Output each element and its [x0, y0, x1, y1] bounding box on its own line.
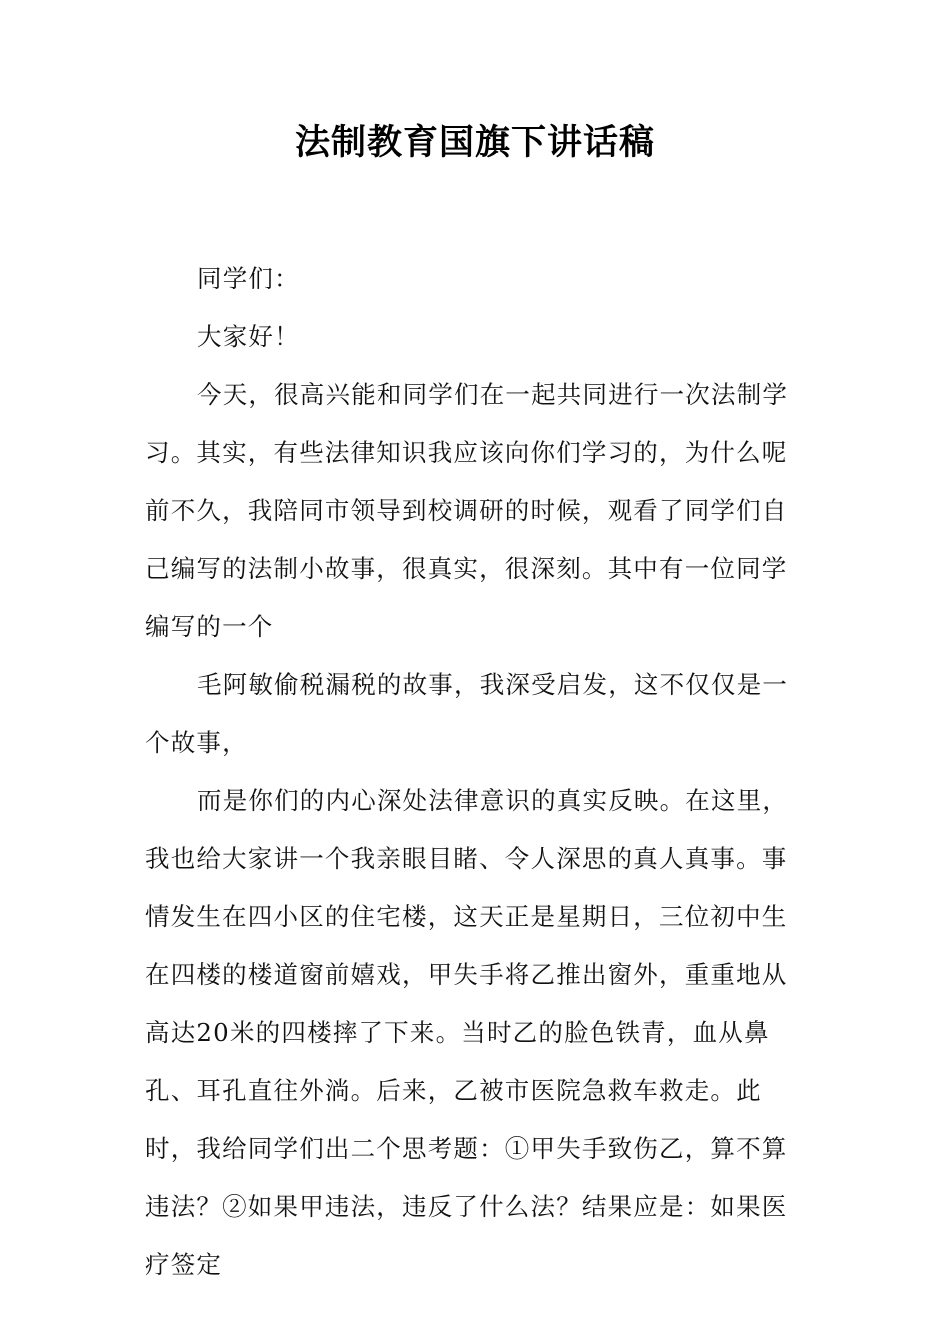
- document-title: 法制教育国旗下讲话稿: [294, 123, 655, 163]
- document-body: [145, 250, 810, 1294]
- greeting-paragraph: 同学们：: [197, 264, 300, 293]
- body-paragraph: 毛阿敏偷税漏税的故事，我深受启发，这不仅仅是一个故事，: [145, 670, 789, 757]
- body-paragraph: 今天，很高兴能和同学们在一起共同进行一次法制学习。其实，有些法律知识我应该向你们学习的，为什么呢前不久，我陪同市领导到校调研的时候，观看了同学们自己编写的法制小故事，很真实，很深刻。其中有一位同学编写的一个: [145, 380, 789, 641]
- salutation-paragraph: 大家好！: [197, 322, 300, 351]
- body-paragraph: 而是你们的内心深处法律意识的真实反映。在这里，我也给大家讲一个我亲眼目睹、令人深思的真人真事。事情发生在四小区的住宅楼，这天正是星期日，三位初中生在四楼的楼道窗前嬉戏，甲失手将乙推出窗外，重重地从高达20米的四楼摔了下来。当时乙的脸色铁青，血从鼻孔、耳孔直往外淌。后来，乙被市医院急救车救走。此时，我给同学们出二个思考题：①甲失手致伤乙，算不算违法？②如果甲违法，违反了什么法？结果应是：如果医疗签定: [145, 786, 789, 1279]
